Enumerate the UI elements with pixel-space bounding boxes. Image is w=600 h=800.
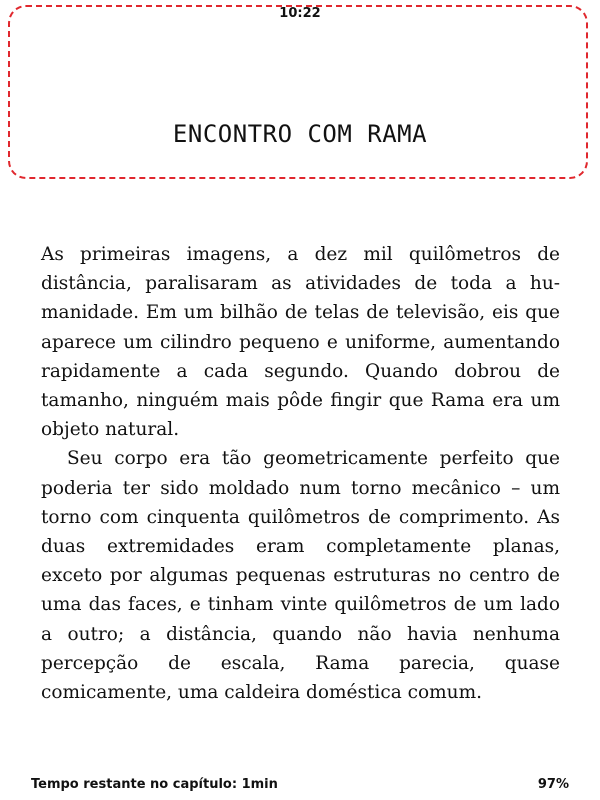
reading-content[interactable]: [41, 240, 560, 707]
paragraph: As primeiras imagens, a dez mil quilômetros de distância, paralisaram as atividades de toda a humanidade. Em um bilhão de telas de televisão, eis que aparece um cilindro pequeno e uniforme, aumentando rapidamente a cada segundo. Quando dobrou de tamanho, ninguém mais pôde fingir que Rama era um objeto natural.: [41, 244, 560, 441]
status-bar-clock: 10:22: [279, 6, 321, 21]
paragraph: Seu corpo era tão geometricamente perfeito que poderia ter sido moldado num torno mecânico – um torno com cinquenta quilômetros de comprimento. As duas extremidades eram completamente planas, exceto por algumas pequenas estruturas no centro de uma das faces, e tinham vinte quilômetros de um lado a outro; a distância, quando não havia nenhuma percepção de escala, Rama parecia, quase comicamente, uma caldeira doméstica comum.: [41, 448, 560, 704]
chapter-title-highlight-box[interactable]: [8, 5, 588, 179]
chapter-title: ENCONTRO COM RAMA: [172, 120, 428, 148]
reading-progress-percent: 97%: [537, 777, 569, 792]
chapter-time-remaining: Tempo restante no capítulo: 1min: [31, 777, 278, 792]
